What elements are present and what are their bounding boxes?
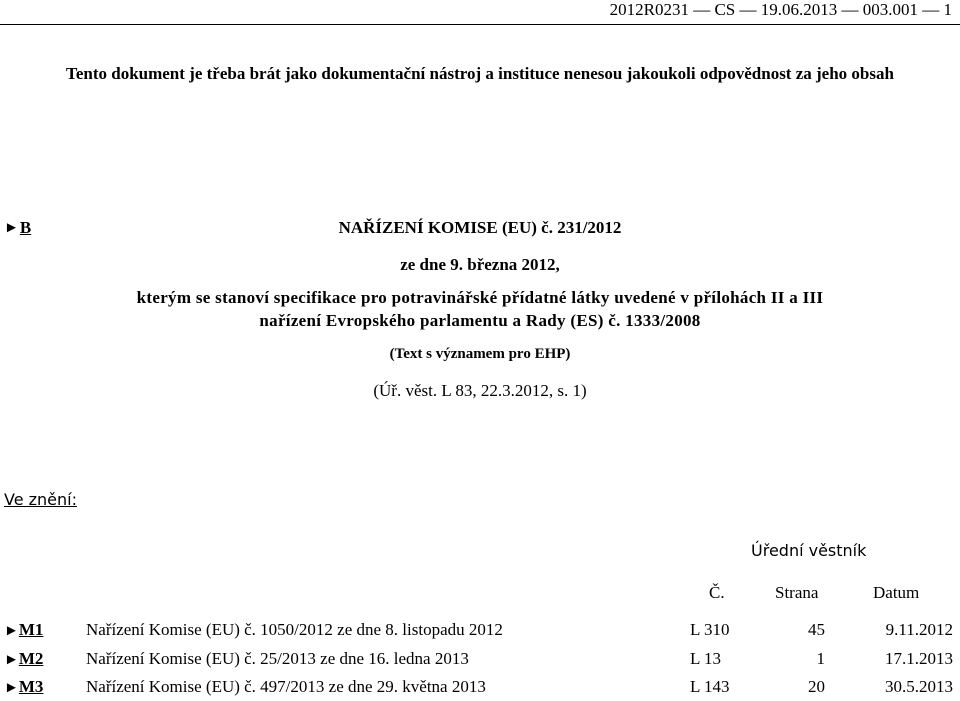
amendment-oj-date: 9.11.2012 bbox=[885, 620, 953, 639]
regulation-title: NAŘÍZENÍ KOMISE (EU) č. 231/2012 bbox=[338, 218, 622, 237]
amendment-marker[interactable] bbox=[4, 620, 43, 640]
regulation-date: ze dne 9. března 2012, bbox=[400, 255, 560, 274]
amendment-oj-page: 1 bbox=[816, 649, 825, 668]
triangle-right-icon: ► bbox=[4, 652, 19, 668]
triangle-right-icon: ► bbox=[4, 680, 19, 696]
column-heading-date: Datum bbox=[873, 583, 920, 602]
column-heading-number: Č. bbox=[709, 583, 725, 602]
amendment-code[interactable]: M2 bbox=[18, 649, 44, 668]
amendment-oj-number: L 143 bbox=[690, 677, 730, 696]
base-marker-code[interactable]: B bbox=[19, 218, 32, 237]
amendment-oj-page: 20 bbox=[808, 677, 825, 696]
oj-column-heading: Úřední věstník bbox=[751, 541, 867, 560]
amendment-code[interactable]: M3 bbox=[18, 677, 44, 696]
header-reference: 2012R0231 — CS — 19.06.2013 — 003.001 — 1 bbox=[609, 0, 952, 19]
amendment-row bbox=[0, 677, 960, 699]
amendment-oj-number: L 310 bbox=[690, 620, 730, 639]
regulation-subject-line-2: nařízení Evropského parlamentu a Rady (ES) č. 1333/2008 bbox=[259, 311, 701, 330]
triangle-right-icon: ► bbox=[4, 219, 19, 236]
amendment-oj-number: L 13 bbox=[690, 649, 722, 668]
amendment-row bbox=[0, 620, 960, 642]
regulation-subject-line-1: kterým se stanoví specifikace pro potravinářské přídatné látky uvedené v přílohách II a III bbox=[136, 288, 824, 307]
amendment-marker[interactable] bbox=[4, 677, 43, 697]
amendment-marker[interactable] bbox=[4, 649, 43, 669]
amendment-oj-page: 45 bbox=[808, 620, 825, 639]
oj-reference: (Úř. věst. L 83, 22.3.2012, s. 1) bbox=[373, 381, 587, 400]
amended-by-heading: Ve znění: bbox=[4, 490, 77, 509]
header-divider bbox=[0, 24, 960, 25]
amendment-act: Nařízení Komise (EU) č. 25/2013 ze dne 16. ledna 2013 bbox=[86, 649, 469, 668]
amendment-act: Nařízení Komise (EU) č. 1050/2012 ze dne 8. listopadu 2012 bbox=[86, 620, 503, 639]
column-heading-page: Strana bbox=[775, 583, 819, 602]
amendment-oj-date: 17.1.2013 bbox=[885, 649, 953, 668]
amendment-oj-date: 30.5.2013 bbox=[885, 677, 953, 696]
amendment-act: Nařízení Komise (EU) č. 497/2013 ze dne 29. května 2013 bbox=[86, 677, 486, 696]
eea-relevance: (Text s významem pro EHP) bbox=[389, 346, 571, 362]
amendment-code[interactable]: M1 bbox=[18, 620, 44, 639]
disclaimer: Tento dokument je třeba brát jako dokumentační nástroj a instituce nenesou jakoukoli odpovědnost za jeho obsah bbox=[66, 64, 894, 83]
triangle-right-icon: ► bbox=[4, 623, 19, 639]
amendment-row bbox=[0, 649, 960, 671]
